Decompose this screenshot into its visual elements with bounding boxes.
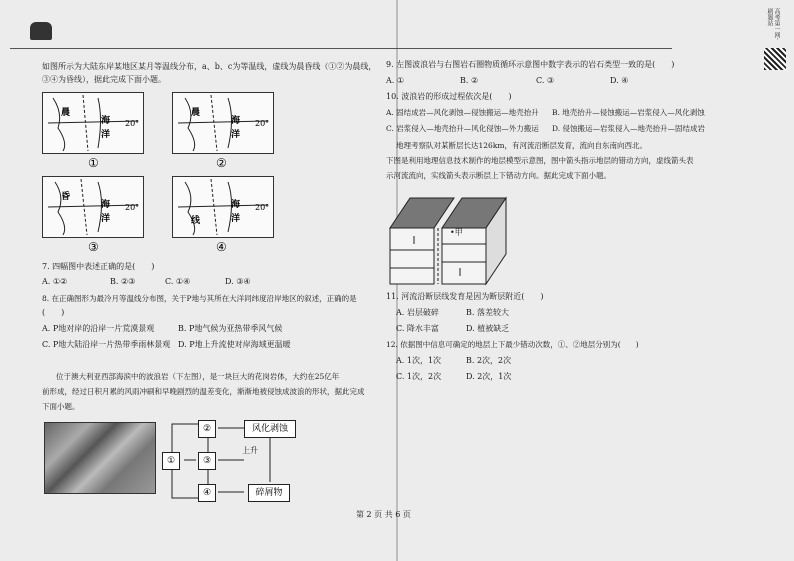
q11-option-a: A. 岩层破碎 [396, 308, 439, 317]
map-3-caption: ③ [88, 240, 99, 254]
map-3-sea: 海 [101, 200, 111, 210]
q7-option-d: D. ③④ [225, 277, 251, 286]
map-2-caption: ② [216, 156, 227, 170]
question-12: 12. 依据图中信息可确定的地层上下最少错动次数，①、②地层分别为( ) [386, 340, 639, 349]
map-3-latitude: 20° [125, 203, 140, 212]
q12-option-c: C. 1次，2次 [396, 372, 442, 381]
debris-box: 碎屑物 [248, 484, 290, 502]
qr-code [764, 48, 786, 70]
question-8: 8. 在正确图形为最冷月等温线分布图，关于P地与其所在大洋同纬度沿岸地区的叙述，正确的是 [42, 294, 357, 303]
q9-option-a: A. ① [386, 76, 405, 85]
q7-option-c: C. ①④ [165, 277, 191, 286]
q12-option-a: A. 1次，1次 [396, 356, 442, 365]
q12-option-b: B. 2次，2次 [466, 356, 512, 365]
para-wave-rock-2: 前形成，经过日积月累的风雨冲刷和早晚剧烈的温差变化，渐渐地被侵蚀成波浪的形状，据此完成 [42, 387, 365, 396]
question-9: 9. 左图波浪岩与右图岩石圈物质循环示意图中数字表示的岩石类型一致的是( ) [386, 60, 675, 69]
map-4-latitude: 20° [255, 203, 270, 212]
question-8-blank: ( ) [42, 308, 65, 317]
para-fault-1: 地理考察队对某断层长达126km，有河流沿断层发育，流向自东南向西北。 [396, 141, 647, 150]
para-wave-rock-3: 下面小题。 [42, 402, 80, 411]
map-2-ocean: 洋 [231, 130, 241, 140]
q10-option-c: C. 岩浆侵入—地壳抬升—风化侵蚀—外力搬运 [386, 124, 539, 133]
map-2-latitude: 20° [255, 119, 270, 128]
q7-option-b: B. ②③ [110, 277, 136, 286]
q9-option-c: C. ③ [536, 76, 555, 85]
question-7: 7. 四幅图中表述正确的是( ) [42, 262, 155, 271]
map-1-sea: 海 [101, 116, 111, 126]
rock-cycle-node-3: ③ [198, 452, 216, 470]
rock-cycle-node-1: ① [162, 452, 180, 470]
intro-line-1: 如图所示为大陆东岸某地区某月等温线分布，a、b、c为等温线，虚线为晨昏线（①②为晨线， [42, 62, 377, 71]
para-fault-3: 示河流流向，实线箭头表示断层上下错动方向。据此完成下面小题。 [386, 171, 611, 180]
map-4-sea: 海 [231, 200, 241, 210]
q11-option-d: D. 植被缺乏 [466, 324, 510, 333]
uplift-label: 上升 [242, 446, 258, 455]
q9-option-d: D. ④ [610, 76, 629, 85]
question-11: 11. 河流沿断层线发育是因为断层附近( ) [386, 292, 544, 301]
q12-option-d: D. 2次，1次 [466, 372, 512, 381]
map-4-ocean: 洋 [231, 214, 241, 224]
q8-option-b: B. P地气候为亚热带季风气候 [178, 324, 283, 333]
rock-cycle-node-4: ④ [198, 484, 216, 502]
map-4-label: 线 [191, 216, 201, 226]
intro-line-2: ③④为昏线），据此完成下面小题。 [42, 75, 166, 84]
brand-vertical: 高考第一网·刷题站 [766, 8, 780, 40]
isotherm-map-1 [42, 92, 144, 154]
wave-rock-photo [44, 422, 156, 494]
q9-option-b: B. ② [460, 76, 479, 85]
school-logo [30, 22, 52, 40]
page-number: 第 2 页 共 6 页 [356, 510, 411, 519]
header-rule [10, 48, 672, 49]
q8-option-a: A. P地对岸的沿岸一片荒漠景观 [42, 324, 155, 333]
map-4-caption: ④ [216, 240, 227, 254]
map-1-caption: ① [88, 156, 99, 170]
q10-option-b: B. 地壳抬升—侵蚀搬运—岩浆侵入—风化剥蚀 [552, 108, 705, 117]
map-2-label: 晨 [191, 108, 201, 118]
q11-option-c: C. 降水丰富 [396, 324, 439, 333]
map-2-sea: 海 [231, 116, 241, 126]
isotherm-map-4 [172, 176, 274, 238]
q11-option-b: B. 落差较大 [466, 308, 509, 317]
para-wave-rock-1: 位于澳大利亚西部海滨中的波浪岩（下左图），是一块巨大的花岗岩体，大约在25亿年 [56, 372, 340, 381]
map-1-latitude: 20° [125, 119, 140, 128]
map-1-ocean: 洋 [101, 130, 111, 140]
question-10: 10. 波浪岩的形成过程依次是( ) [386, 92, 512, 101]
isotherm-map-2 [172, 92, 274, 154]
q10-option-d: D. 侵蚀搬运—岩浆侵入—地壳抬升—固结成岩 [552, 124, 706, 133]
weathering-box: 风化剥蚀 [244, 420, 296, 438]
fault-block-diagram [384, 188, 524, 288]
map-1-label: 晨 [61, 108, 71, 118]
isotherm-map-3 [42, 176, 144, 238]
map-3-ocean: 洋 [101, 214, 111, 224]
map-3-label: 昏 [61, 192, 71, 202]
q10-option-a: A. 固结成岩—风化剥蚀—侵蚀搬运—地壳抬升 [386, 108, 539, 117]
q7-option-a: A. ①② [42, 277, 68, 286]
rock-cycle-node-2: ② [198, 420, 216, 438]
q8-option-d: D. P地上升流使对岸海域更温暖 [178, 340, 291, 349]
para-fault-2: 下图是利用地理信息技术制作的地层模型示意图，图中箭头指示地层的错动方向，虚线箭头表 [386, 156, 694, 165]
q8-option-c: C. P地大陆沿岸一片热带季雨林景观 [42, 340, 171, 349]
point-jia: •甲 [450, 228, 463, 237]
